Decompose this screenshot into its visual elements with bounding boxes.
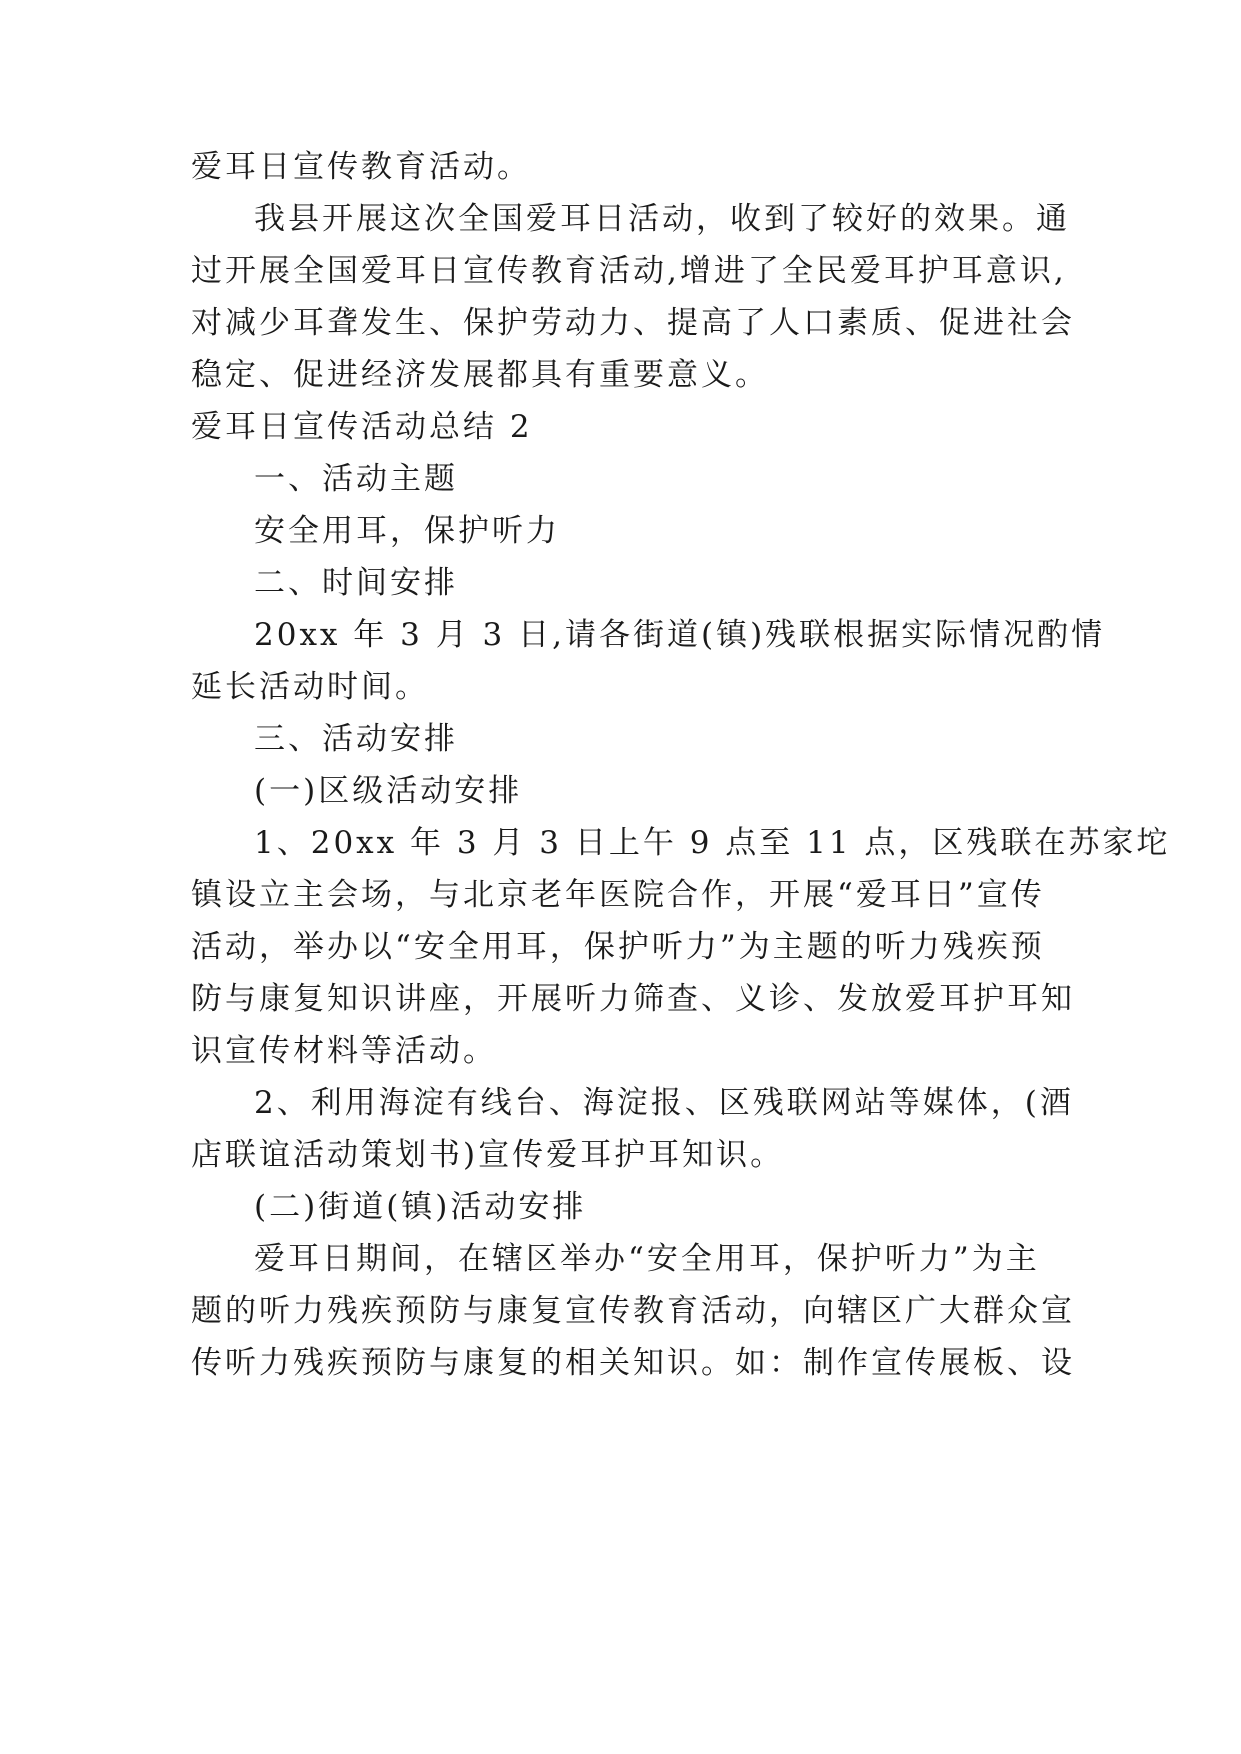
paragraph-line: 镇设立主会场，与北京老年医院合作，开展“爱耳日”宣传 — [191, 877, 1045, 913]
section-title: 爱耳日宣传活动总结 2 — [191, 409, 533, 445]
heading-line: 一、活动主题 — [254, 461, 458, 497]
paragraph-line: 题的听力残疾预防与康复宣传教育活动，向辖区广大群众宣 — [191, 1293, 1075, 1329]
paragraph-line: 过开展全国爱耳日宣传教育活动,增进了全民爱耳护耳意识, — [191, 253, 1067, 289]
paragraph-line: 延长活动时间。 — [191, 669, 429, 705]
paragraph-line: 识宣传材料等活动。 — [191, 1033, 497, 1069]
paragraph-line: 活动，举办以“安全用耳，保护听力”为主题的听力残疾预 — [191, 929, 1045, 965]
heading-line: (二)街道(镇)活动安排 — [254, 1189, 587, 1225]
heading-line: (一)区级活动安排 — [254, 773, 523, 809]
paragraph-line: 传听力残疾预防与康复的相关知识。如：制作宣传展板、设 — [191, 1345, 1075, 1381]
paragraph-line: 店联谊活动策划书)宣传爱耳护耳知识。 — [191, 1137, 785, 1173]
paragraph-line: 爱耳日宣传教育活动。 — [191, 149, 531, 185]
paragraph-line: 稳定、促进经济发展都具有重要意义。 — [191, 357, 769, 393]
paragraph-line: 20xx 年 3 月 3 日,请各街道(镇)残联根据实际情况酌情 — [254, 617, 1106, 653]
heading-line: 二、时间安排 — [254, 565, 458, 601]
paragraph-line: 对减少耳聋发生、保护劳动力、提高了人口素质、促进社会 — [191, 305, 1075, 341]
heading-line: 三、活动安排 — [254, 721, 458, 757]
paragraph-line: 2、利用海淀有线台、海淀报、区残联网站等媒体，(酒 — [254, 1085, 1074, 1121]
paragraph-line: 1、20xx 年 3 月 3 日上午 9 点至 11 点，区残联在苏家坨 — [254, 825, 1171, 861]
paragraph-line: 我县开展这次全国爱耳日活动，收到了较好的效果。通 — [254, 201, 1070, 237]
paragraph-line: 防与康复知识讲座，开展听力筛查、义诊、发放爱耳护耳知 — [191, 981, 1075, 1017]
paragraph-line: 安全用耳，保护听力 — [254, 513, 560, 549]
paragraph-line: 爱耳日期间，在辖区举办“安全用耳，保护听力”为主 — [254, 1241, 1040, 1277]
